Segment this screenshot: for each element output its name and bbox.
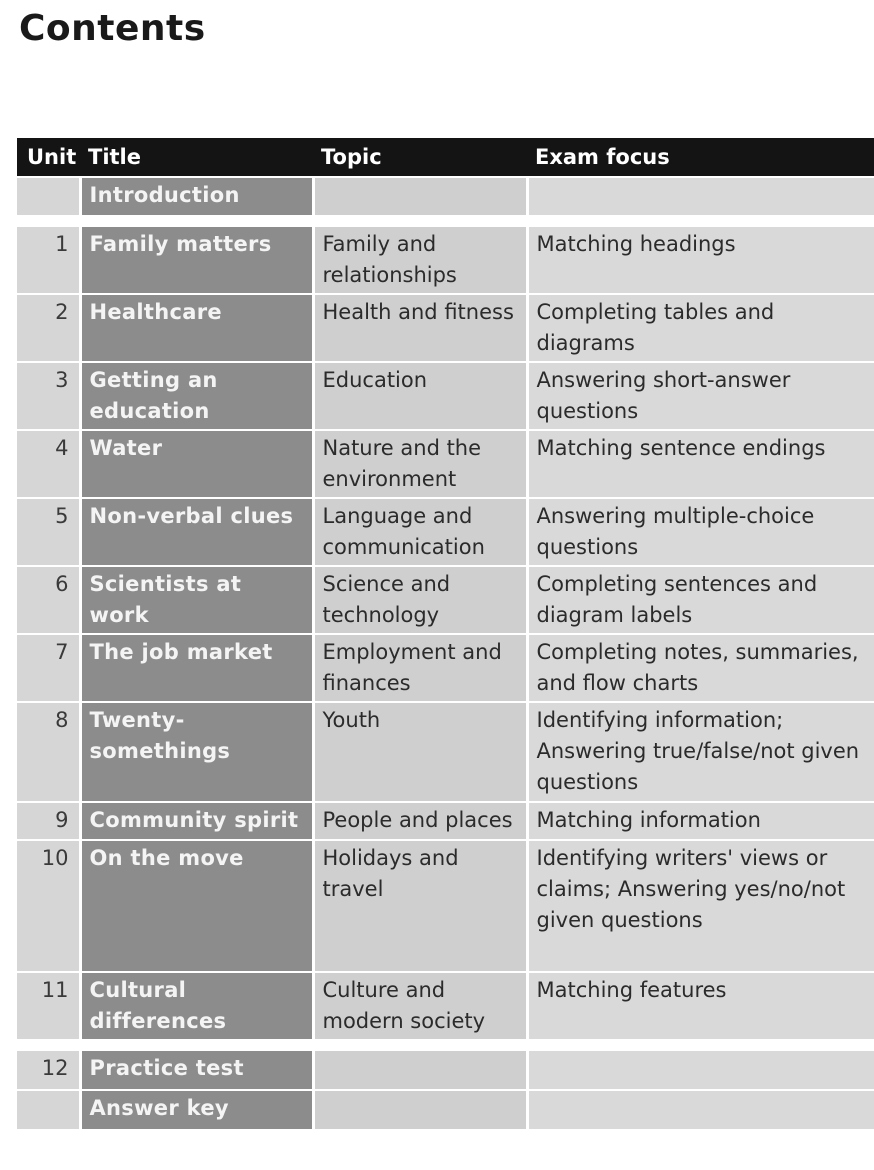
- unit-title: Water: [80, 430, 313, 498]
- unit-title: Community spirit: [80, 802, 313, 840]
- unit-exam-focus: [527, 1050, 874, 1090]
- unit-number: 10: [17, 840, 80, 972]
- header-unit: Unit: [17, 138, 80, 177]
- unit-topic: Family and relationships: [313, 226, 527, 294]
- unit-exam-focus: Completing sentences and diagram labels: [527, 566, 874, 634]
- unit-topic: Education: [313, 362, 527, 430]
- unit-title: On the move: [80, 840, 313, 972]
- unit-exam-focus: Completing tables and diagrams: [527, 294, 874, 362]
- unit-number: 1: [17, 226, 80, 294]
- table-row: [17, 972, 874, 1040]
- unit-number: 3: [17, 362, 80, 430]
- unit-exam-focus: Identifying information; Answering true/false/not given questions: [527, 702, 874, 802]
- table-row: [17, 498, 874, 566]
- unit-exam-focus: [527, 177, 874, 216]
- unit-number: 9: [17, 802, 80, 840]
- unit-topic: Culture and modern society: [313, 972, 527, 1040]
- header-row: [17, 138, 874, 177]
- unit-topic: Language and communication: [313, 498, 527, 566]
- table-row: [17, 294, 874, 362]
- row-gap: [17, 216, 874, 226]
- unit-title: Twenty-somethings: [80, 702, 313, 802]
- unit-exam-focus: [527, 1090, 874, 1130]
- unit-number: 12: [17, 1050, 80, 1090]
- unit-topic: People and places: [313, 802, 527, 840]
- unit-number: 8: [17, 702, 80, 802]
- unit-title: Answer key: [80, 1090, 313, 1130]
- page-title: Contents: [19, 8, 206, 49]
- unit-topic: [313, 1090, 527, 1130]
- unit-number: 5: [17, 498, 80, 566]
- unit-number: [17, 1090, 80, 1130]
- unit-topic: Youth: [313, 702, 527, 802]
- unit-topic: Nature and the environment: [313, 430, 527, 498]
- unit-topic: Employment and finances: [313, 634, 527, 702]
- unit-exam-focus: Answering multiple-choice questions: [527, 498, 874, 566]
- intro-row: [17, 177, 874, 216]
- unit-title: Scientists at work: [80, 566, 313, 634]
- unit-title: Introduction: [80, 177, 313, 216]
- unit-title: Family matters: [80, 226, 313, 294]
- table-row: [17, 362, 874, 430]
- unit-topic: Holidays and travel: [313, 840, 527, 972]
- table-row: [17, 802, 874, 840]
- table-row: [17, 840, 874, 972]
- unit-number: 11: [17, 972, 80, 1040]
- unit-title: Practice test: [80, 1050, 313, 1090]
- table-row: [17, 634, 874, 702]
- unit-exam-focus: Matching features: [527, 972, 874, 1040]
- header-topic: Topic: [313, 138, 527, 177]
- header-exam-focus: Exam focus: [527, 138, 874, 177]
- table-row: [17, 430, 874, 498]
- unit-title: Non-verbal clues: [80, 498, 313, 566]
- unit-number: 7: [17, 634, 80, 702]
- unit-number: 2: [17, 294, 80, 362]
- unit-title: The job market: [80, 634, 313, 702]
- table-row: [17, 702, 874, 802]
- contents-table: [17, 138, 874, 1131]
- unit-number: 4: [17, 430, 80, 498]
- unit-topic: [313, 1050, 527, 1090]
- unit-exam-focus: Completing notes, summaries, and flow charts: [527, 634, 874, 702]
- table-row: [17, 566, 874, 634]
- unit-title: Healthcare: [80, 294, 313, 362]
- unit-exam-focus: Matching headings: [527, 226, 874, 294]
- unit-topic: Health and fitness: [313, 294, 527, 362]
- row-gap: [17, 1040, 874, 1050]
- unit-exam-focus: Matching information: [527, 802, 874, 840]
- unit-title: Getting an education: [80, 362, 313, 430]
- unit-topic: [313, 177, 527, 216]
- answer-key-row: [17, 1090, 874, 1130]
- table-row: [17, 226, 874, 294]
- header-title: Title: [80, 138, 313, 177]
- unit-exam-focus: Identifying writers' views or claims; Answering yes/no/not given questions: [527, 840, 874, 972]
- unit-exam-focus: Answering short-answer questions: [527, 362, 874, 430]
- unit-number: [17, 177, 80, 216]
- practice-test-row: [17, 1050, 874, 1090]
- unit-number: 6: [17, 566, 80, 634]
- unit-title: Cultural differences: [80, 972, 313, 1040]
- unit-topic: Science and technology: [313, 566, 527, 634]
- unit-exam-focus: Matching sentence endings: [527, 430, 874, 498]
